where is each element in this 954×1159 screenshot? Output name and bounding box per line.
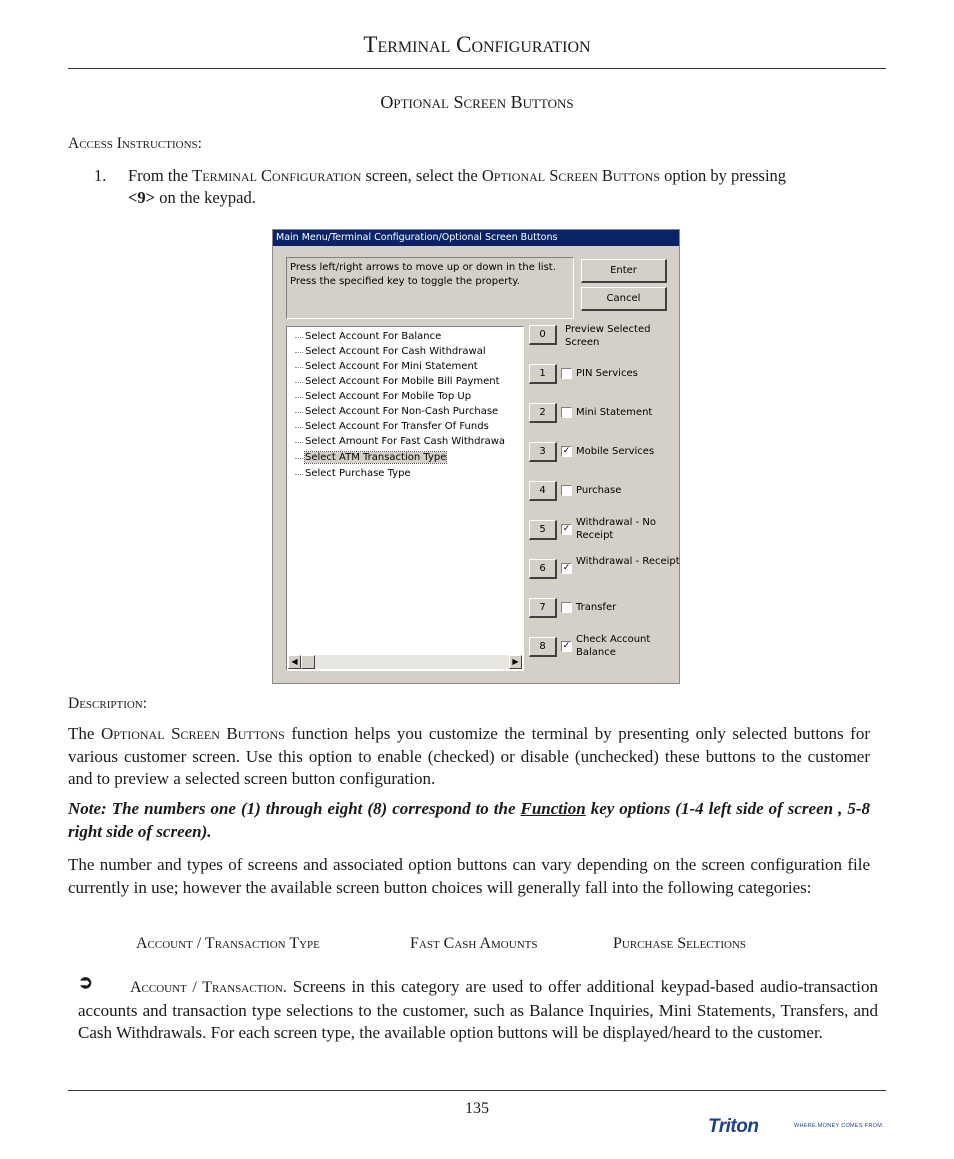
- cancel-button[interactable]: Cancel: [581, 287, 667, 311]
- step-number: 1.: [94, 166, 107, 185]
- option-key-button[interactable]: 2: [529, 403, 557, 423]
- access-instructions-heading: Access Instructions:: [68, 135, 202, 152]
- dialog-title-bar: Main Menu/Terminal Configuration/Optional Screen Buttons: [273, 230, 679, 246]
- option-key-button[interactable]: 7: [529, 598, 557, 618]
- section-title: Optional Screen Buttons: [380, 92, 574, 112]
- option-mobile-services: [529, 442, 677, 472]
- option-key-button[interactable]: 5: [529, 520, 557, 540]
- list-item[interactable]: Select Amount For Fast Cash Withdrawa: [305, 435, 505, 449]
- option-label: PIN Services: [576, 368, 638, 379]
- list-item[interactable]: Select Purchase Type: [305, 467, 411, 481]
- category-fast-cash: Fast Cash Amounts: [410, 935, 538, 952]
- option-key-button[interactable]: 4: [529, 481, 557, 501]
- option-label: Transfer: [576, 602, 617, 613]
- option-pin-services: [529, 364, 677, 394]
- list-item[interactable]: Select Account For Non-Cash Purchase: [305, 405, 498, 419]
- option-checkbox-checked[interactable]: ✓: [562, 641, 571, 651]
- note-post: key options (1-4 left side of screen , 5-8 right side of screen).: [68, 799, 870, 841]
- option-key-button[interactable]: 8: [529, 637, 557, 657]
- option-checkbox[interactable]: [561, 485, 572, 496]
- description-paragraph: [68, 723, 870, 791]
- option-label: Check Account Balance: [576, 634, 651, 658]
- option-checkbox-checked[interactable]: ✓: [562, 524, 571, 534]
- note-paragraph: [68, 798, 870, 843]
- step-mid: screen, select the: [361, 166, 482, 185]
- page-header-title: Terminal Configuration: [363, 32, 591, 57]
- list-item[interactable]: Select Account For Mini Statement: [305, 360, 478, 374]
- triton-logo: [708, 1114, 884, 1137]
- horizontal-scrollbar[interactable]: [288, 655, 522, 669]
- option-checkbox-checked[interactable]: ✓: [562, 563, 571, 573]
- footer-rule: [68, 1090, 886, 1091]
- note-function-term: Function: [520, 799, 586, 818]
- option-key-button[interactable]: 3: [529, 442, 557, 462]
- list-item[interactable]: Select Account For Transfer Of Funds: [305, 420, 489, 434]
- desc-function-name: Optional Screen Buttons: [100, 724, 285, 743]
- enter-button[interactable]: Enter: [581, 259, 667, 283]
- option-label: Withdrawal - No Receipt: [576, 517, 656, 541]
- description-heading: Description:: [68, 695, 148, 712]
- list-item-selected[interactable]: Select ATM Transaction Type: [305, 451, 446, 465]
- option-withdrawal-receipt: [529, 556, 680, 589]
- option-purchase: [529, 481, 677, 511]
- option-key-button[interactable]: 0: [529, 325, 557, 345]
- page-number: 135: [465, 1100, 489, 1117]
- bullet-text: Screens in this category are used to offer additional keypad-based audio-transaction accounts and transaction type selections to the customer, such as Balance Inquiries, Mini Statements, Transfers, and Cash Withdrawals. For each screen type, the available option buttons will be displayed/heard to the customer.: [78, 977, 878, 1042]
- option-checkbox[interactable]: [561, 602, 572, 613]
- category-account-transaction: Account / Transaction Type: [136, 935, 320, 952]
- desc-post: function helps you customize the terminal by presenting only selected buttons for various customer screen. Use this option to enable (checked) or disable (unchecked) these buttons to the customer and to preview a selected screen button configuration.: [68, 724, 870, 788]
- scroll-right-icon[interactable]: ▶: [509, 655, 522, 669]
- category-purchase: Purchase Selections: [613, 935, 747, 952]
- option-key-button[interactable]: 1: [529, 364, 557, 384]
- step-post: option by pressing: [660, 166, 787, 185]
- option-label: Purchase: [576, 485, 622, 496]
- option-checkbox[interactable]: [561, 368, 572, 379]
- option-mini-statement: [529, 403, 677, 433]
- step-pre: From the: [128, 166, 193, 185]
- step-key: <9>: [128, 188, 156, 207]
- screen-list[interactable]: [286, 326, 524, 671]
- step-end: on the keypad.: [155, 188, 256, 207]
- option-key-button[interactable]: 6: [529, 559, 557, 579]
- header-rule: [68, 68, 886, 69]
- triton-logo-tagline: WHERE MONEY COMES FROM.: [794, 1123, 884, 1129]
- option-withdrawal-no-receipt: [529, 517, 677, 550]
- list-item[interactable]: Select Account For Mobile Bill Payment: [305, 375, 500, 389]
- list-item[interactable]: Select Account For Mobile Top Up: [305, 390, 471, 404]
- arrow-bullet-icon: ➲: [78, 972, 94, 992]
- triton-logo-wordmark: Triton: [708, 1116, 759, 1137]
- step-menu-optional-buttons: Optional Screen Buttons: [481, 166, 660, 185]
- option-preview: [529, 325, 677, 355]
- option-label: Mobile Services: [576, 446, 655, 457]
- option-checkbox[interactable]: [561, 407, 572, 418]
- desc-pre: The: [68, 724, 101, 743]
- option-checkbox-checked[interactable]: ✓: [562, 446, 571, 456]
- list-item[interactable]: Select Account For Balance: [305, 330, 441, 344]
- note-pre: Note: The numbers one (1) through eight (8) correspond to the: [68, 799, 521, 818]
- instructions-box: Press left/right arrows to move up or down in the list. Press the specified key to toggle the property.: [286, 257, 574, 319]
- step-text: [128, 165, 888, 209]
- categories-intro-paragraph: The number and types of screens and associated option buttons can vary depending on the screen configuration file currently in use; however the available screen button choices will generally fall into the following categories:: [68, 855, 870, 897]
- option-label: Withdrawal - Receipt: [576, 556, 680, 567]
- list-item[interactable]: Select Account For Cash Withdrawal: [305, 345, 486, 359]
- option-check-balance: [529, 634, 677, 667]
- option-transfer: [529, 598, 677, 628]
- step-menu-terminal-config: Terminal Configuration: [192, 166, 362, 185]
- option-label: Mini Statement: [576, 407, 653, 418]
- account-transaction-paragraph: [78, 976, 878, 1045]
- scroll-thumb[interactable]: [301, 655, 315, 669]
- optional-screen-buttons-dialog: [272, 229, 680, 684]
- scroll-left-icon[interactable]: ◀: [288, 655, 301, 669]
- option-label: Preview Selected Screen: [565, 324, 651, 348]
- bullet-heading: Account / Transaction.: [130, 979, 287, 996]
